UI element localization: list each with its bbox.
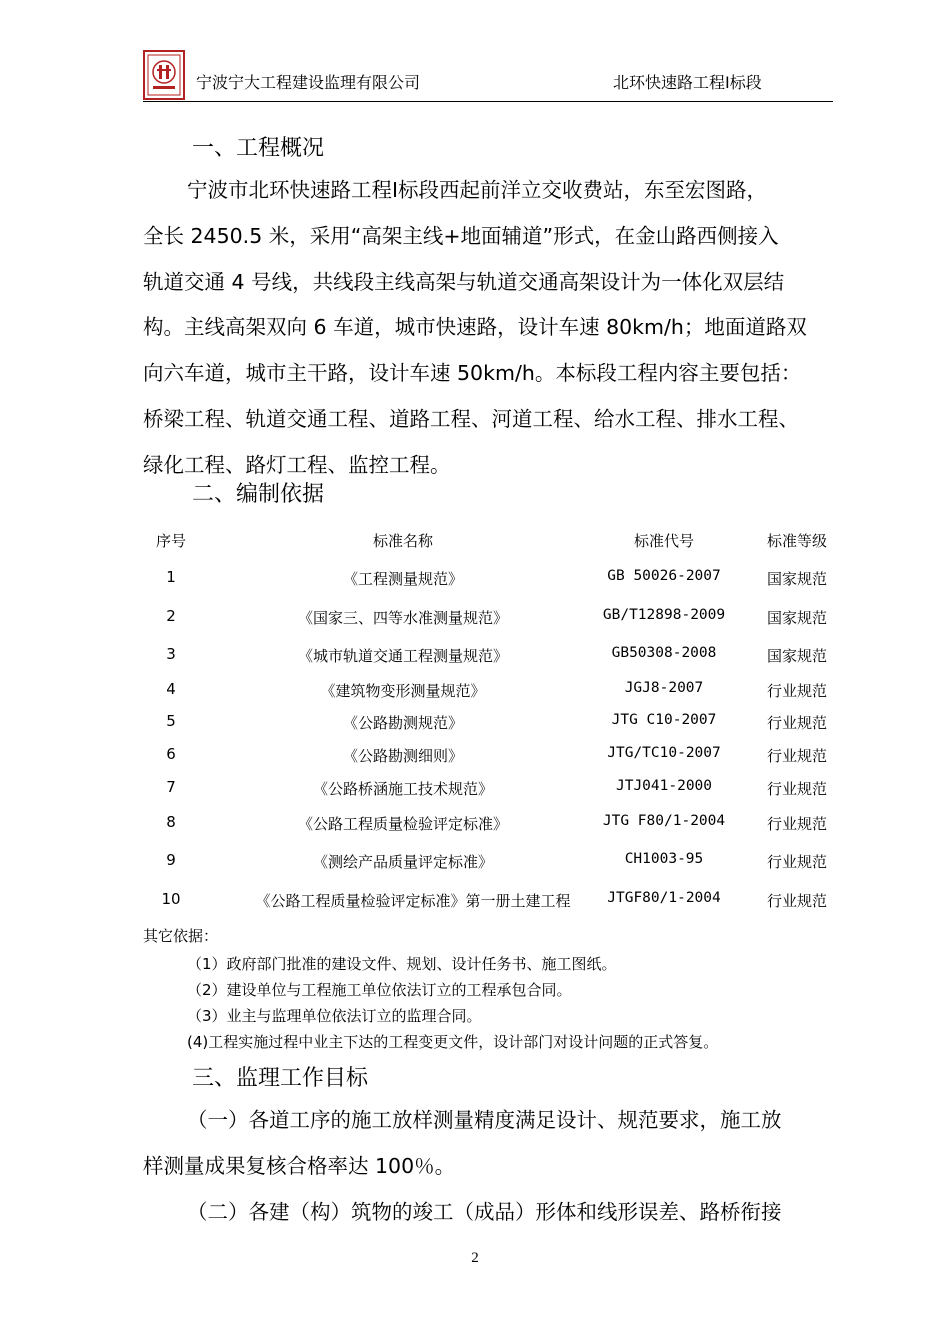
other-basis-item: （3）业主与监理单位依法订立的监理合同。 — [187, 1007, 482, 1025]
cell-no: 7 — [166, 778, 176, 796]
header-cell: 标准等级 — [766, 532, 827, 550]
cell-code: JGJ8-2007 — [624, 680, 704, 696]
body-line: 全长 2450.5 米，采用“高架主线+地面辅道”形式，在金山路西侧接入 — [143, 223, 779, 248]
other-basis-label: 其它依据： — [143, 927, 219, 945]
company-name: 宁波宁大工程建设监理有限公司 — [196, 73, 421, 92]
table-row — [143, 778, 843, 800]
cell-level: 国家规范 — [766, 609, 827, 627]
project-name: 北环快速路工程Ⅰ标段 — [613, 73, 762, 92]
other-basis-item: (4)工程实施过程中业主下达的工程变更文件，设计部门对设计问题的正式答复。 — [187, 1033, 719, 1051]
body-line: （二）各建（构）筑物的竣工（成品）形体和线形误差、路桥衔接 — [187, 1199, 782, 1224]
cell-level: 国家规范 — [766, 647, 827, 665]
body-line: 构。主线高架双向 6 车道，城市快速路，设计车速 80km/h；地面道路双 — [143, 315, 807, 340]
table-row — [143, 680, 843, 702]
table-row — [143, 607, 843, 629]
cell-code: JTJ041-2000 — [615, 778, 713, 794]
table-row — [143, 712, 843, 734]
body-line: 向六车道，城市主干路，设计车速 50km/h。本标段工程内容主要包括： — [143, 361, 802, 386]
cell-level: 行业规范 — [766, 682, 827, 700]
cell-code: GB50308-2008 — [611, 645, 717, 661]
company-logo — [143, 50, 185, 100]
cell-code: JTG C10-2007 — [611, 712, 717, 728]
body-line: 桥梁工程、轨道交通工程、道路工程、河道工程、给水工程、排水工程、 — [143, 406, 799, 431]
cell-no: 2 — [166, 607, 176, 625]
cell-no: 8 — [166, 813, 176, 831]
cell-code: GB/T12898-2009 — [602, 607, 726, 623]
cell-name: 《工程测量规范》 — [342, 570, 463, 588]
cell-level: 国家规范 — [766, 570, 827, 588]
body-line: 宁波市北环快速路工程Ⅰ标段西起前洋立交收费站，东至宏图路， — [187, 178, 768, 202]
table-row — [143, 745, 843, 767]
cell-code: JTGF80/1-2004 — [607, 890, 721, 906]
cell-code: JTG F80/1-2004 — [602, 813, 726, 829]
page-number: 2 — [471, 1250, 479, 1266]
cell-code: JTG/TC10-2007 — [607, 745, 721, 761]
section3-heading: 三、监理工作目标 — [192, 1066, 369, 1091]
cell-no: 6 — [166, 745, 176, 763]
cell-name: 《公路勘测细则》 — [342, 747, 463, 765]
table-row — [143, 813, 843, 835]
cell-name: 《公路工程质量检验评定标准》 — [297, 815, 508, 833]
other-basis-item: （2）建设单位与工程施工单位依法订立的工程承包合同。 — [187, 981, 572, 999]
body-line: 轨道交通 4 号线，共线段主线高架与轨道交通高架设计为一体化双层结 — [143, 269, 785, 294]
header-cell: 标准名称 — [372, 532, 433, 550]
cell-level: 行业规范 — [766, 853, 827, 871]
cell-level: 行业规范 — [766, 714, 827, 732]
table-row — [143, 645, 843, 667]
header-cell: 标准代号 — [633, 532, 694, 550]
cell-level: 行业规范 — [766, 815, 827, 833]
section3-body — [143, 1098, 835, 1235]
body-line: 样测量成果复核合格率达 100％。 — [143, 1153, 456, 1178]
table-header-row — [143, 530, 843, 552]
header-cell: 序号 — [155, 532, 186, 550]
body-line: 绿化工程、路灯工程、监控工程。 — [143, 452, 451, 477]
cell-name: 《公路勘测规范》 — [342, 714, 463, 732]
cell-name: 《建筑物变形测量规范》 — [320, 682, 486, 700]
header-rule — [143, 101, 833, 102]
cell-name: 《国家三、四等水准测量规范》 — [297, 609, 508, 627]
cell-no: 3 — [166, 645, 176, 663]
table-row — [143, 890, 843, 912]
cell-level: 行业规范 — [766, 892, 827, 910]
section2-heading: 二、编制依据 — [192, 482, 325, 507]
cell-name: 《测绘产品质量评定标准》 — [312, 853, 493, 871]
cell-code: GB 50026-2007 — [607, 568, 721, 584]
cell-level: 行业规范 — [766, 747, 827, 765]
cell-name: 《公路工程质量检验评定标准》第一册土建工程 — [255, 892, 571, 910]
table-row — [143, 568, 843, 590]
cell-no: 1 — [166, 568, 176, 586]
section1-heading: 一、工程概况 — [192, 136, 325, 161]
cell-code: CH1003-95 — [624, 851, 704, 867]
body-line: （一）各道工序的施工放样测量精度满足设计、规范要求，施工放 — [187, 1108, 782, 1132]
other-basis-item: （1）政府部门批准的建设文件、规划、设计任务书、施工图纸。 — [187, 955, 617, 973]
table-row — [143, 851, 843, 873]
cell-no: 5 — [166, 712, 176, 730]
cell-name: 《公路桥涵施工技术规范》 — [312, 780, 493, 798]
cell-no: 4 — [166, 680, 176, 698]
section1-body — [143, 168, 835, 489]
cell-name: 《城市轨道交通工程测量规范》 — [297, 647, 508, 665]
cell-no: 9 — [166, 851, 176, 869]
cell-no: 10 — [161, 890, 181, 908]
cell-level: 行业规范 — [766, 780, 827, 798]
